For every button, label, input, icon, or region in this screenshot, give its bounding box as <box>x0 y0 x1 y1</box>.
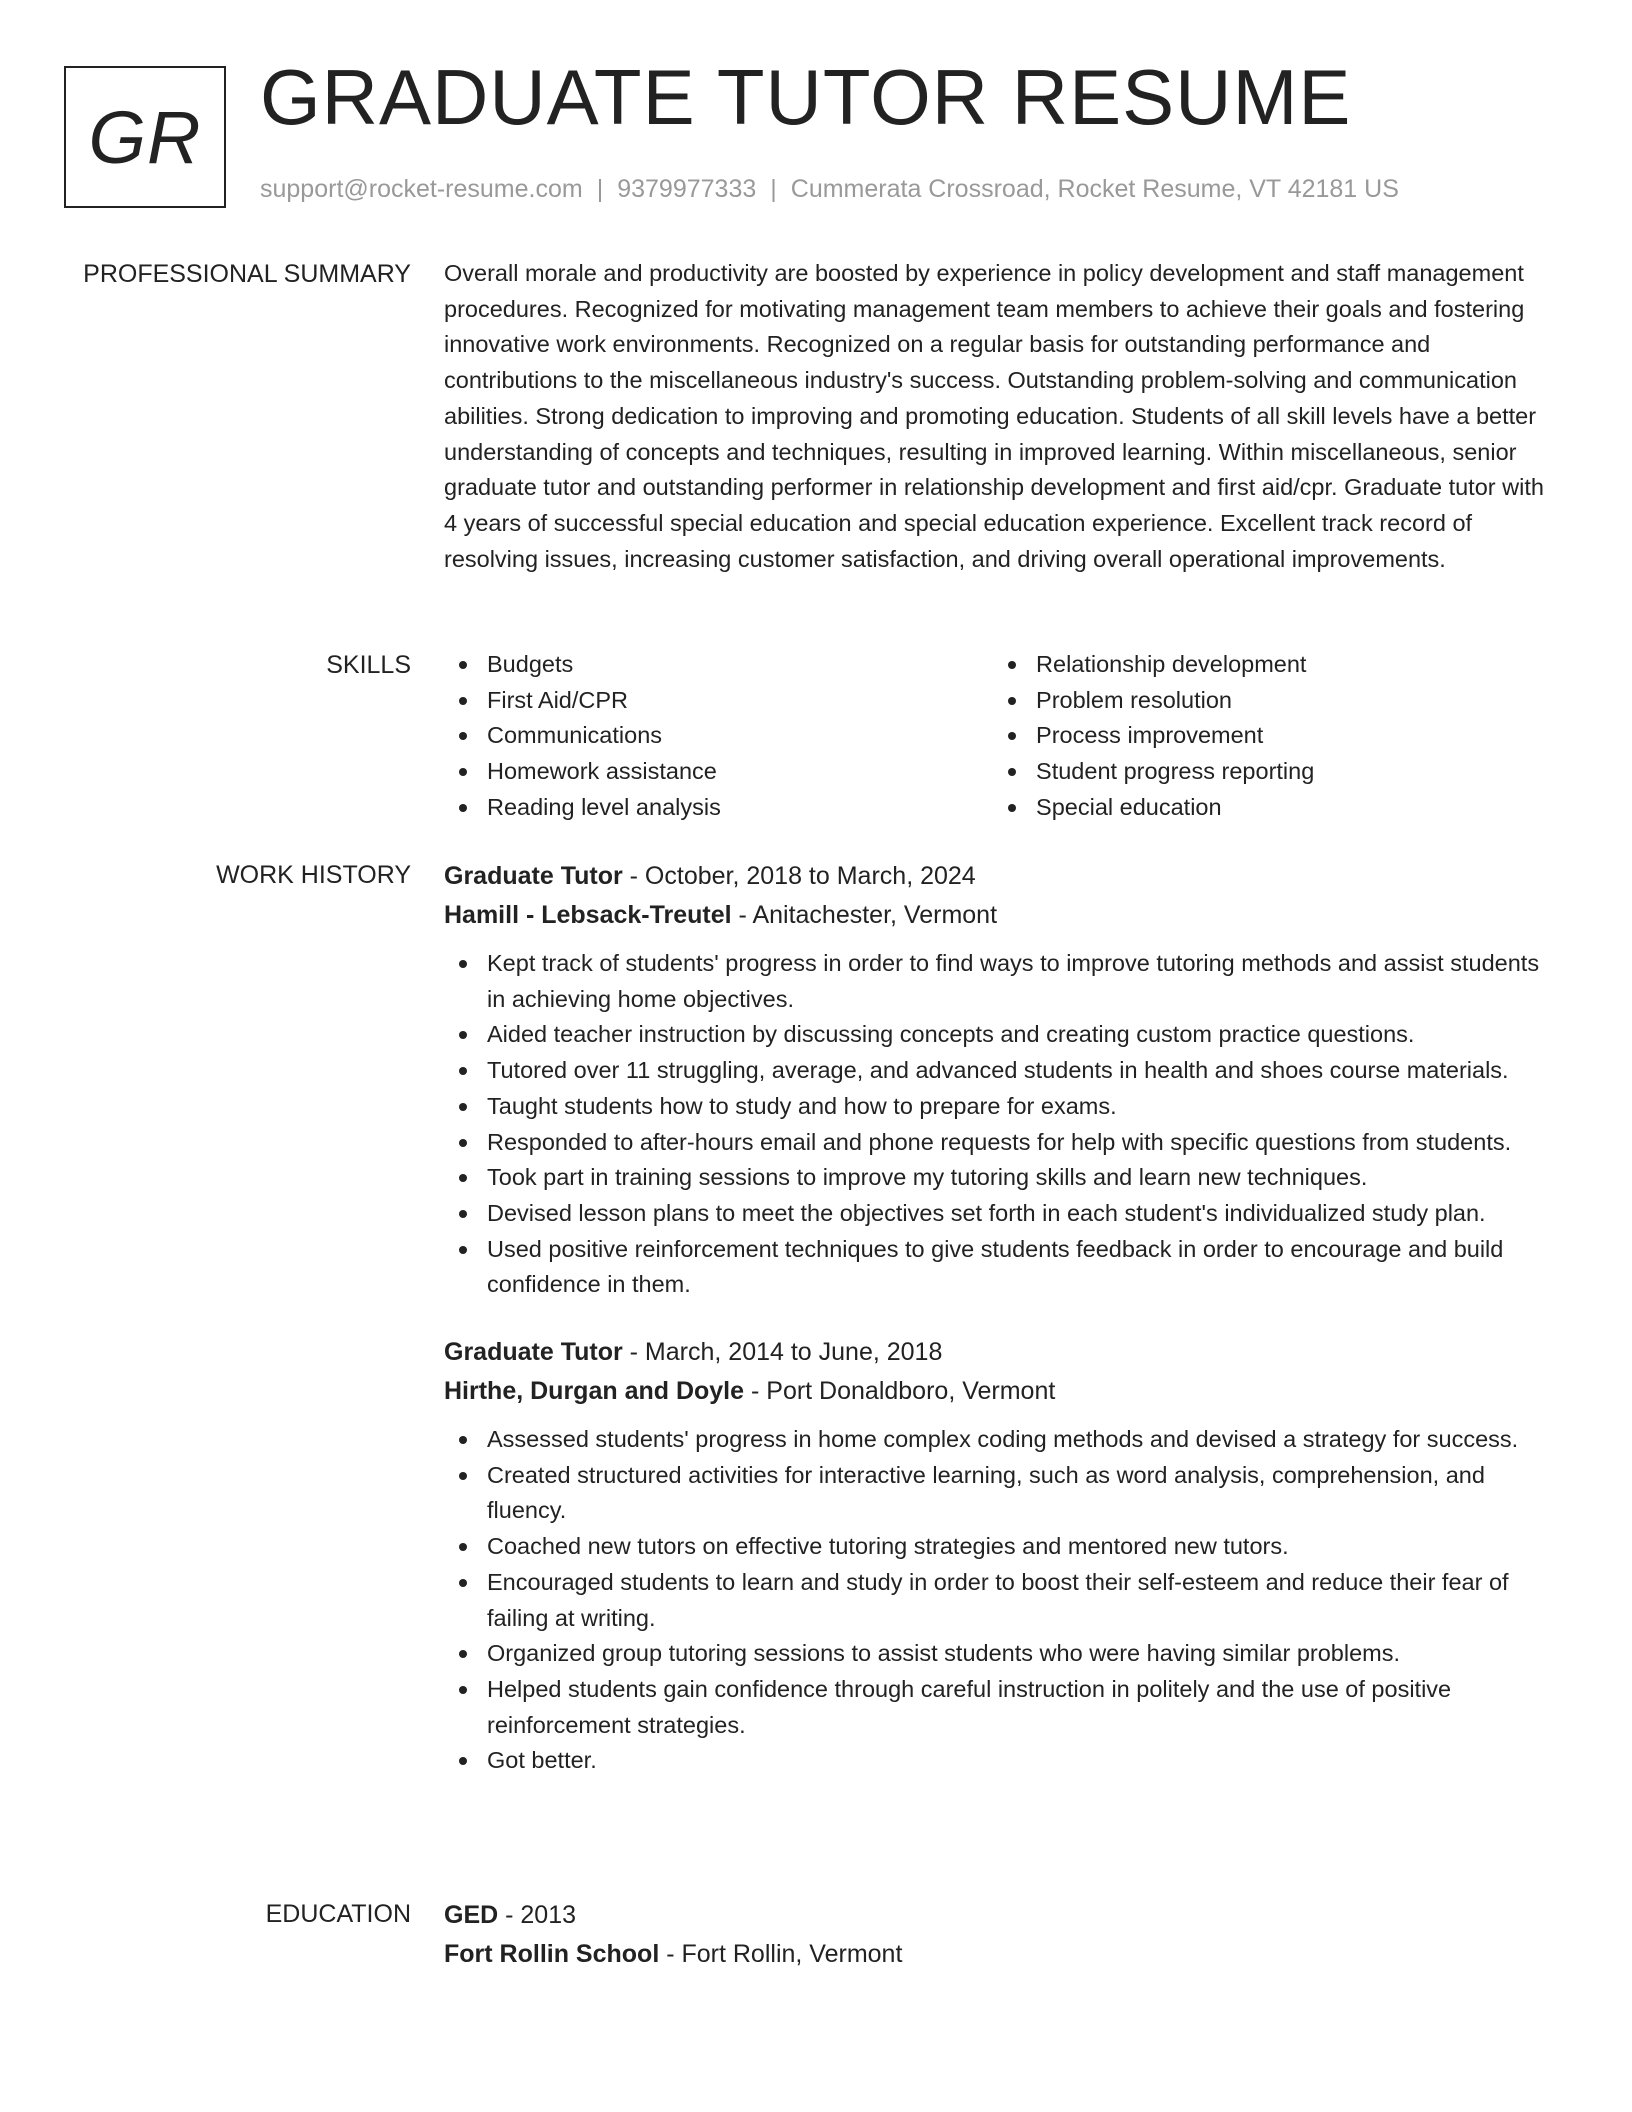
degree-name: GED <box>444 1901 499 1929</box>
skill-item: Student progress reporting <box>1036 754 1556 790</box>
job-duties <box>444 946 1556 1303</box>
education-body <box>444 1896 1556 1974</box>
job-title: Graduate Tutor <box>444 862 623 890</box>
job-duties <box>444 1422 1556 1779</box>
skill-item: Homework assistance <box>487 754 993 790</box>
contact-address: Cummerata Crossroad, Rocket Resume, VT 42181 US <box>790 175 1399 203</box>
company-name: Hamill - Lebsack-Treutel <box>444 901 732 929</box>
job-duty: Responded to after-hours email and phone requests for help with specific questions from students. <box>487 1125 1556 1161</box>
job-duty: Kept track of students' progress in order to find ways to improve tutoring methods and assist students in achieving home objectives. <box>487 946 1556 1017</box>
job-entry <box>444 857 1556 1303</box>
summary-text: Overall morale and productivity are boosted by experience in policy development and staff management procedures. Recognized for motivating management team members to achieve their goals and fostering innovative work environments. Recognized on a regular basis for outstanding performance and contributions to the miscellaneous industry's success. Outstanding problem-solving and communication abilities. Strong dedication to improving and promoting education. Students of all skill levels have a better understanding of concepts and techniques, resulting in improved learning. Within miscellaneous, senior graduate tutor and outstanding performer in relationship development and first aid/cpr. Graduate tutor with 4 years of successful special education and special education experience. Excellent track record of resolving issues, increasing customer satisfaction, and driving overall operational improvements. <box>444 260 1544 572</box>
summary-body <box>444 256 1556 577</box>
company-line <box>444 1372 1556 1411</box>
job-dates: - October, 2018 to March, 2024 <box>622 862 976 890</box>
job-duty: Got better. <box>487 1743 1556 1779</box>
skill-item: First Aid/CPR <box>487 683 993 719</box>
job-duty: Assessed students' progress in home complex coding methods and devised a strategy for success. <box>487 1422 1556 1458</box>
contact-line <box>260 175 1399 204</box>
resume-title: GRADUATE TUTOR RESUME <box>260 53 1352 141</box>
school-line <box>444 1935 1556 1974</box>
job-title: Graduate Tutor <box>444 1338 623 1367</box>
skill-item: Budgets <box>487 647 993 683</box>
job-dates: - March, 2014 to June, 2018 <box>622 1338 943 1367</box>
company-name: Hirthe, Durgan and Doyle <box>444 1377 745 1406</box>
job-duty: Helped students gain confidence through careful instruction in politely and the use of positive reinforcement strategies. <box>487 1672 1556 1743</box>
job-title-line <box>444 857 1556 896</box>
job-duty: Organized group tutoring sessions to assist students who were having similar problems. <box>487 1636 1556 1672</box>
skill-item: Relationship development <box>1036 647 1556 683</box>
job-duty: Taught students how to study and how to prepare for exams. <box>487 1089 1556 1125</box>
skills-list <box>444 647 1556 826</box>
job-duty: Encouraged students to learn and study in order to boost their self-esteem and reduce their fear of failing at writing. <box>487 1565 1556 1636</box>
job-duty: Took part in training sessions to improve my tutoring skills and learn new techniques. <box>487 1160 1556 1196</box>
company-line <box>444 896 1556 935</box>
company-location: - Anitachester, Vermont <box>731 901 998 929</box>
school-name: Fort Rollin School <box>444 1940 660 1968</box>
monogram-logo <box>64 66 226 208</box>
work-history-heading: WORK HISTORY <box>216 861 411 889</box>
skills-column-right <box>993 647 1556 826</box>
company-location: - Port Donaldboro, Vermont <box>744 1377 1056 1406</box>
job-title-line <box>444 1333 1556 1372</box>
skill-item: Process improvement <box>1036 718 1556 754</box>
contact-email: support@rocket-resume.com <box>260 175 583 203</box>
job-duty: Used positive reinforcement techniques to give students feedback in order to encourage and build confidence in them. <box>487 1232 1556 1303</box>
work-history-body <box>444 857 1556 1779</box>
job-duty: Tutored over 11 struggling, average, and advanced students in health and shoes course materials. <box>487 1053 1556 1089</box>
summary-heading: PROFESSIONAL SUMMARY <box>83 260 411 288</box>
job-duty: Devised lesson plans to meet the objectives set forth in each student's individualized study plan. <box>487 1196 1556 1232</box>
school-location: - Fort Rollin, Vermont <box>659 1940 903 1968</box>
monogram-initials: GR <box>88 95 202 179</box>
job-duty: Created structured activities for interactive learning, such as word analysis, comprehension, and fluency. <box>487 1458 1556 1529</box>
skill-item: Special education <box>1036 790 1556 826</box>
job-entry <box>444 1333 1556 1779</box>
contact-separator: | <box>770 175 777 203</box>
degree-line <box>444 1896 1556 1935</box>
contact-phone: 9379977333 <box>617 175 757 203</box>
job-duty: Aided teacher instruction by discussing concepts and creating custom practice questions. <box>487 1017 1556 1053</box>
skill-item: Problem resolution <box>1036 683 1556 719</box>
skill-item: Communications <box>487 718 993 754</box>
skills-column-left <box>444 647 993 826</box>
skill-item: Reading level analysis <box>487 790 993 826</box>
degree-year: - 2013 <box>498 1901 577 1929</box>
education-heading: EDUCATION <box>265 1900 411 1928</box>
contact-separator: | <box>596 175 604 203</box>
skills-heading: SKILLS <box>326 651 411 679</box>
job-duty: Coached new tutors on effective tutoring strategies and mentored new tutors. <box>487 1529 1556 1565</box>
